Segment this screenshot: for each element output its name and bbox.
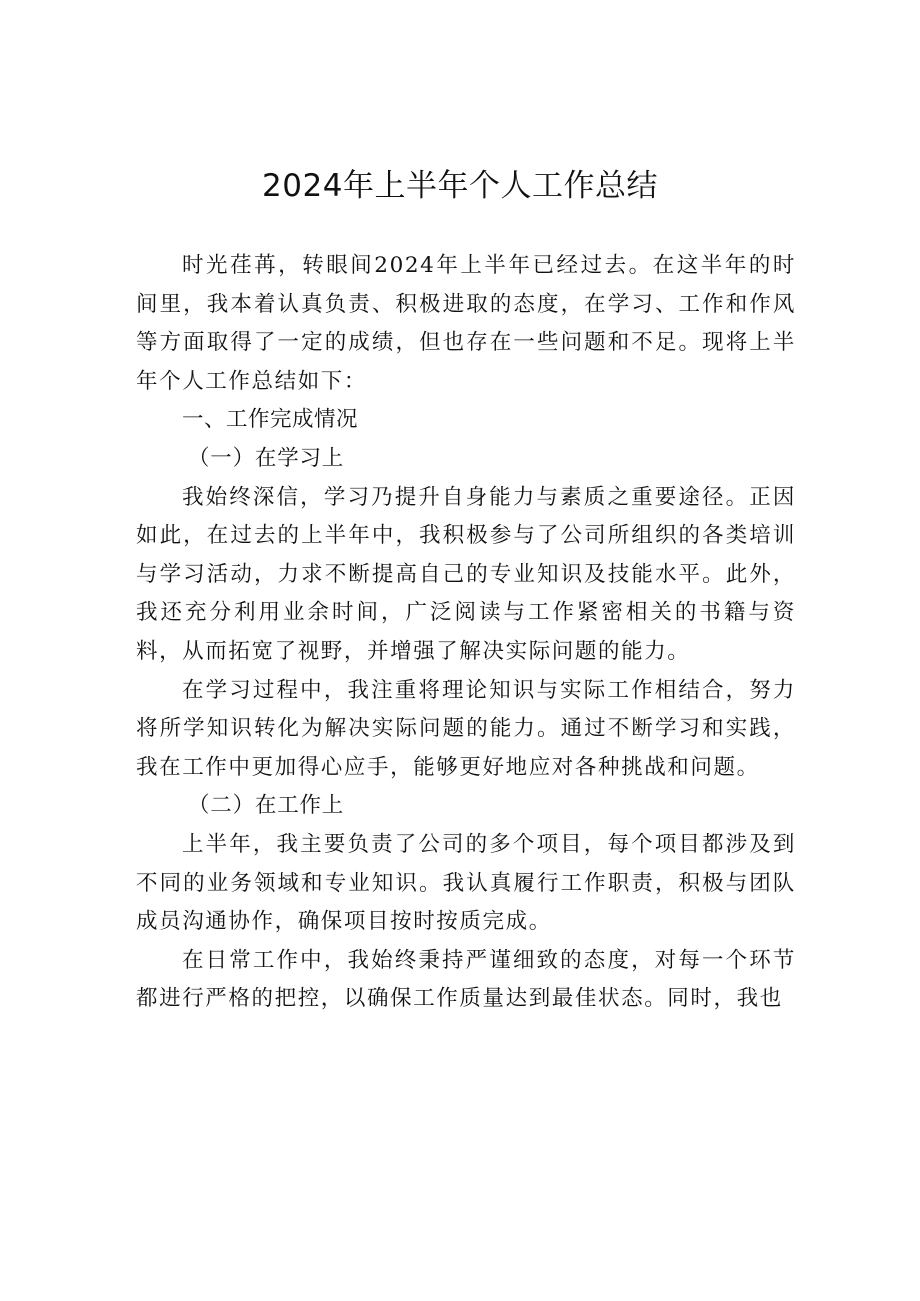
work-paragraph-2: 在日常工作中，我始终秉持严谨细致的态度，对每一个环节都进行严格的把控，以确保工作质量达到最佳状态。同时，我也: [136, 947, 796, 1012]
study-paragraph-1: 我始终深信，学习乃提升自身能力与素质之重要途径。正因如此，在过去的上半年中，我积极参与了公司所组织的各类培训与学习活动，力求不断提高自己的专业知识及技能水平。此外，我还充分利用业余时间，广泛阅读与工作紧密相关的书籍与资料，从而拓宽了视野，并增强了解决实际问题的能力。: [136, 484, 796, 664]
work-paragraph-1: 上半年，我主要负责了公司的多个项目，每个项目都涉及到不同的业务领域和专业知识。我认真履行工作职责，积极与团队成员沟通协作，确保项目按时按质完成。: [136, 831, 796, 935]
intro-paragraph: 时光荏苒，转眼间2024年上半年已经过去。在这半年的时间里，我本着认真负责、积极进取的态度，在学习、工作和作风等方面取得了一定的成绩，但也存在一些问题和不足。现将上半年个人工作总结如下：: [136, 253, 796, 394]
subsection-heading-study: （一）在学习上: [188, 445, 345, 471]
subsection-heading-work: （二）在工作上: [188, 793, 345, 819]
document-body: [136, 247, 796, 1019]
document-title: 2024年上半年个人工作总结: [262, 168, 658, 204]
section-heading-work-completion: 一、工作完成情况: [182, 407, 359, 433]
study-paragraph-2: 在学习过程中，我注重将理论知识与实际工作相结合，努力将所学知识转化为解决实际问题的能力。通过不断学习和实践，我在工作中更加得心应手，能够更好地应对各种挑战和问题。: [136, 677, 796, 780]
